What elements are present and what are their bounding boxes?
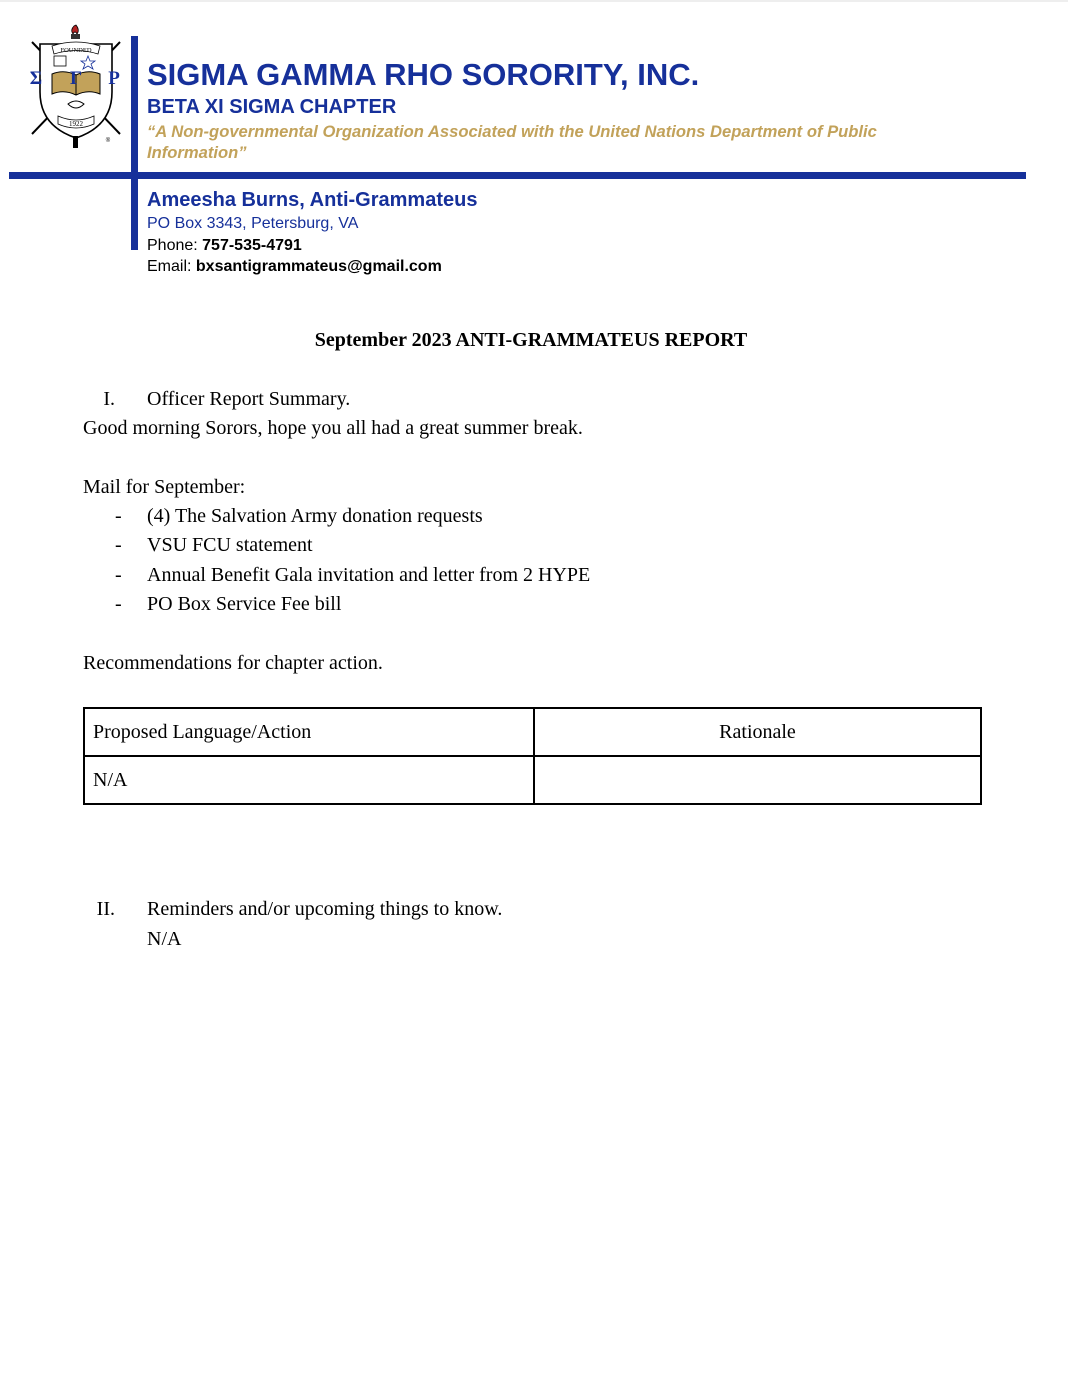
crest-letter-sigma: Σ: [29, 68, 43, 89]
crest-registered-mark: ®: [105, 138, 111, 144]
mail-item-text: (4) The Salvation Army donation requests: [147, 505, 483, 527]
table-cell-proposed-action: N/A: [84, 756, 534, 804]
crest-year-text: 1922: [69, 120, 83, 128]
organization-name: SIGMA GAMMA RHO SORORITY, INC.: [147, 57, 700, 92]
section-2-body: N/A: [147, 928, 182, 950]
officer-contact-block: [147, 187, 477, 278]
mail-item-text: PO Box Service Fee bill: [147, 592, 342, 615]
officer-name: Ameesha Burns, Anti-Grammateus: [147, 189, 478, 211]
section-1-numeral: I.: [103, 388, 115, 410]
phone-label: Phone:: [147, 236, 203, 254]
list-dash: -: [115, 505, 122, 527]
email-line: [147, 256, 477, 278]
list-dash: -: [115, 563, 122, 586]
table-header-row: [84, 708, 981, 756]
email-label: Email:: [147, 258, 196, 275]
ngo-statement: “A Non-governmental Organization Associated with the United Nations Department of Public Information”: [147, 122, 877, 162]
crest-letter-gamma: Γ: [69, 68, 83, 89]
mail-item-text: Annual Benefit Gala invitation and letter from 2 HYPE: [147, 563, 591, 586]
section-2-heading: Reminders and/or upcoming things to know.: [147, 898, 503, 920]
report-title: September 2023 ANTI-GRAMMATEUS REPORT: [314, 329, 748, 351]
list-dash: -: [115, 592, 122, 615]
section-2-numeral: II.: [96, 898, 115, 920]
column-header-rationale: Rationale: [534, 708, 981, 756]
table-row: [84, 756, 981, 804]
list-dash: -: [115, 534, 122, 557]
mailing-address: PO Box 3343, Petersburg, VA: [147, 215, 359, 232]
letterhead-vertical-rule: [131, 36, 138, 250]
email-address: bxsantigrammateus@gmail.com: [195, 258, 442, 275]
section-1-heading: Officer Report Summary.: [147, 388, 351, 410]
phone-number: 757-535-4791: [202, 236, 302, 254]
crest-banner-text: FOUNDED: [60, 47, 92, 54]
recommendations-table: [83, 707, 982, 805]
sorority-crest-logo: [24, 22, 128, 150]
page-top-edge: [0, 0, 1068, 2]
crest-letter-rho: Ρ: [108, 68, 120, 89]
letterhead-horizontal-rule: [9, 172, 1026, 179]
greeting-text: Good morning Sorors, hope you all had a great summer break.: [83, 417, 583, 439]
recommendations-heading: Recommendations for chapter action.: [83, 652, 383, 674]
chapter-name: BETA XI SIGMA CHAPTER: [147, 96, 397, 118]
table-cell-rationale: [534, 756, 981, 804]
mail-heading: Mail for September:: [83, 476, 246, 498]
phone-line: [147, 235, 477, 257]
mail-item-text: VSU FCU statement: [147, 534, 313, 557]
column-header-proposed-action: Proposed Language/Action: [84, 708, 534, 756]
